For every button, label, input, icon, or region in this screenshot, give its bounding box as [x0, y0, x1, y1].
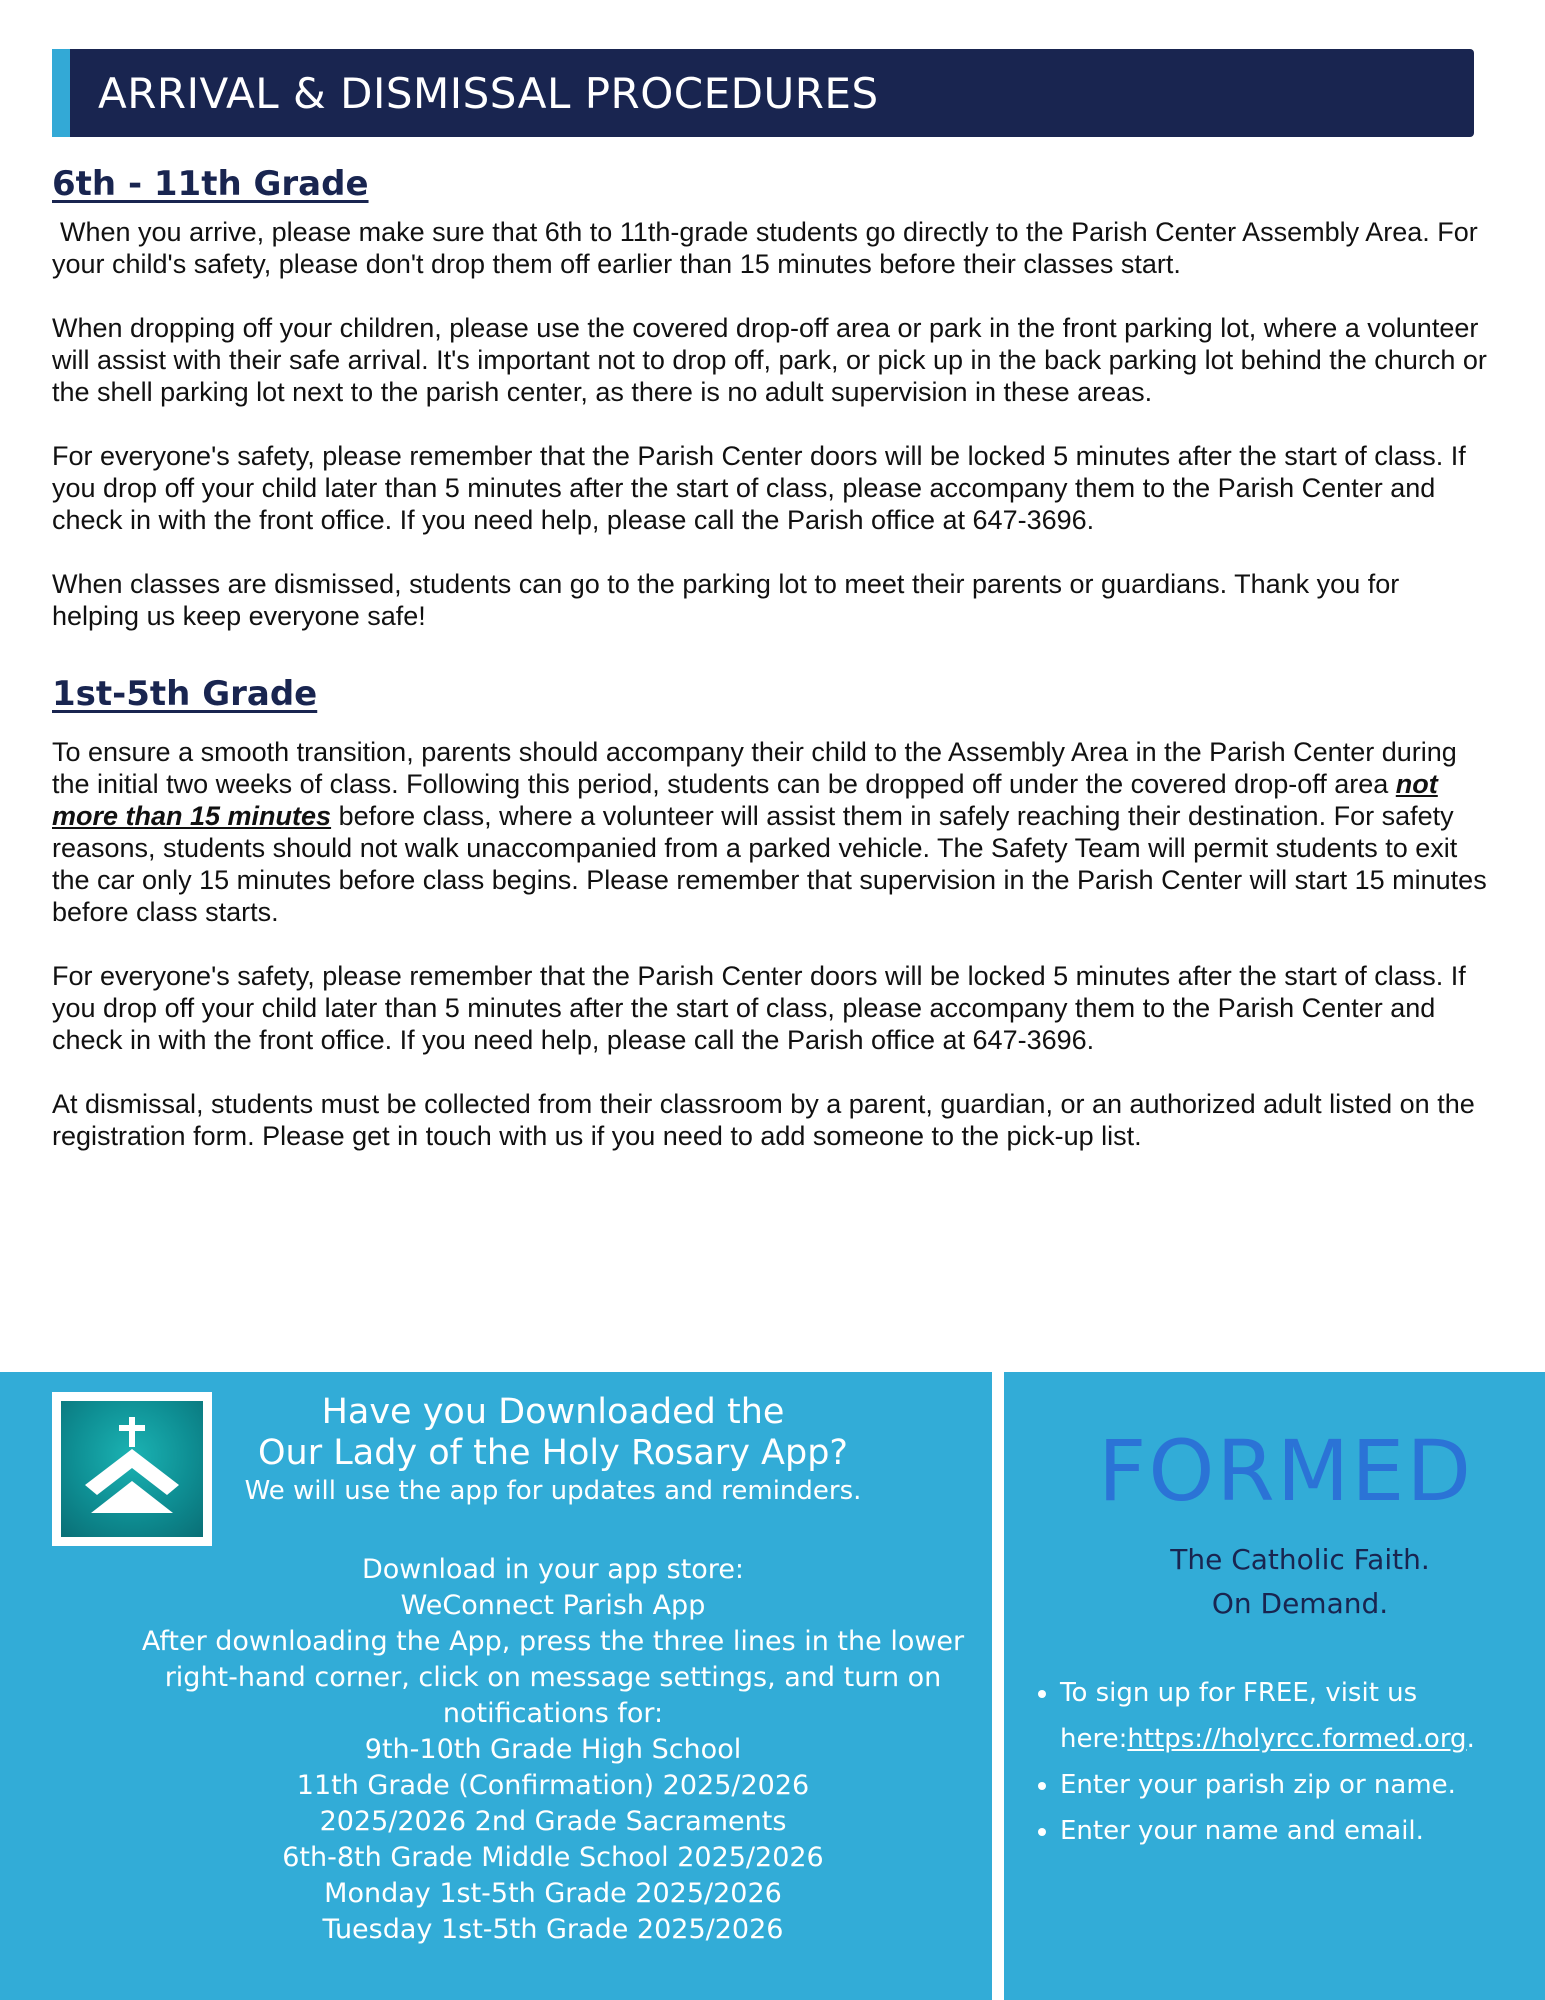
app-line: After downloading the App, press the three lines in the lower: [141, 1626, 965, 1657]
signup-period: .: [1466, 1724, 1475, 1754]
app-line: Download in your app store:: [361, 1554, 745, 1585]
header-accent-stripe: [52, 49, 72, 137]
app-line: 2025/2026 2nd Grade Sacraments: [319, 1806, 787, 1837]
section-heading-1st-5th: 1st-5th Grade: [52, 674, 318, 714]
formed-tagline: [1080, 1538, 1520, 1626]
app-line: Tuesday 1st-5th Grade 2025/2026: [322, 1914, 784, 1945]
app-line: right-hand corner, click on message settings, and turn on: [164, 1662, 942, 1693]
app-line: 11th Grade (Confirmation) 2025/2026: [296, 1770, 810, 1801]
app-line: 6th-8th Grade Middle School 2025/2026: [282, 1842, 824, 1873]
formed-signup-list: [1030, 1670, 1545, 1854]
section1-paragraph: When dropping off your children, please use the covered drop-off area or park in the front parking lot, where a volunteer will assist with their safe arrival. It's important not to drop off, park, or pick up in the back parking lot behind the church or the shell parking lot next to the parish center, as there is no adult supervision in these areas.: [52, 313, 1487, 407]
section1-paragraph: For everyone's safety, please remember that the Parish Center doors will be locked 5 minutes after the start of class. If you drop off your child later than 5 minutes after the start of class, please accompany them to the Parish Center and check in with the front office. If you need help, please call the Parish office at 647-3696.: [52, 441, 1466, 535]
formed-logo-text: FORMED: [1098, 1422, 1474, 1520]
list-item: • Enter your parish zip or name.: [1060, 1762, 1545, 1808]
list-item: • Enter your name and email.: [1060, 1808, 1545, 1854]
formed-logo: [1098, 1422, 1488, 1520]
section1-paragraph: When classes are dismissed, students can go to the parking lot to meet their parents or guardians. Thank you for helping us keep everyone safe!: [52, 569, 1400, 631]
page-title: ARRIVAL & DISMISSAL PROCEDURES: [98, 68, 879, 118]
emphasis-not-more-than-15-minutes: not more than 15 minutes: [52, 769, 1438, 831]
signup-text: To sign up for FREE, visit us here:: [1060, 1678, 1418, 1754]
formed-signup-link[interactable]: https://holyrcc.formed.org: [1127, 1724, 1467, 1754]
app-title-line1: Have you Downloaded the: [321, 1392, 785, 1432]
section2-p1-text: before class, where a volunteer will assist them in safely reaching their destination. For safety reasons, students should not walk unaccompanied from a parked vehicle. The Safety Team will permit students to exit the car only 15 minutes before class begins. Please remember that supervision in the Parish Center will start 15 minutes before class starts.: [52, 801, 1487, 927]
app-title-line2: Our Lady of the Holy Rosary App?: [258, 1433, 848, 1473]
section1-paragraph: When you arrive, please make sure that 6th to 11th-grade students go directly to the Parish Center Assembly Area. For your child's safety, please don't drop them off earlier than 15 minutes before their classes start.: [52, 217, 1478, 279]
header-bar: [70, 49, 1474, 137]
app-subtitle: We will use the app for updates and reminders.: [244, 1476, 862, 1506]
app-line: 9th-10th Grade High School: [364, 1734, 742, 1765]
app-line: notifications for:: [442, 1698, 664, 1729]
app-line: Monday 1st-5th Grade 2025/2026: [324, 1878, 782, 1909]
formed-tagline-line1: The Catholic Faith.: [1170, 1543, 1430, 1576]
section-heading-6th-11th: 6th - 11th Grade: [52, 164, 369, 204]
list-item: [1060, 1670, 1545, 1762]
section2-paragraph: At dismissal, students must be collected from their classroom by a parent, guardian, or an authorized adult listed on the registration form. Please get in touch with us if you need to add someone to the pick-up list.: [52, 1089, 1475, 1151]
section2-paragraph: [52, 736, 1492, 928]
app-line: WeConnect Parish App: [400, 1590, 706, 1621]
app-promo-heading: [120, 1392, 986, 1508]
app-instructions: [120, 1552, 986, 1948]
formed-tagline-line2: On Demand.: [1211, 1587, 1389, 1620]
section2-paragraph: For everyone's safety, please remember that the Parish Center doors will be locked 5 minutes after the start of class. If you drop off your child later than 5 minutes after the start of class, please accompany them to the Parish Center and check in with the front office. If you need help, please call the Parish office at 647-3696.: [52, 961, 1466, 1055]
main-content: [52, 160, 1492, 1152]
section2-p1-text: To ensure a smooth transition, parents should accompany their child to the Assembly Area in the Parish Center during the initial two weeks of class. Following this period, students can be dropped off under the covered drop-off area: [52, 737, 1457, 799]
